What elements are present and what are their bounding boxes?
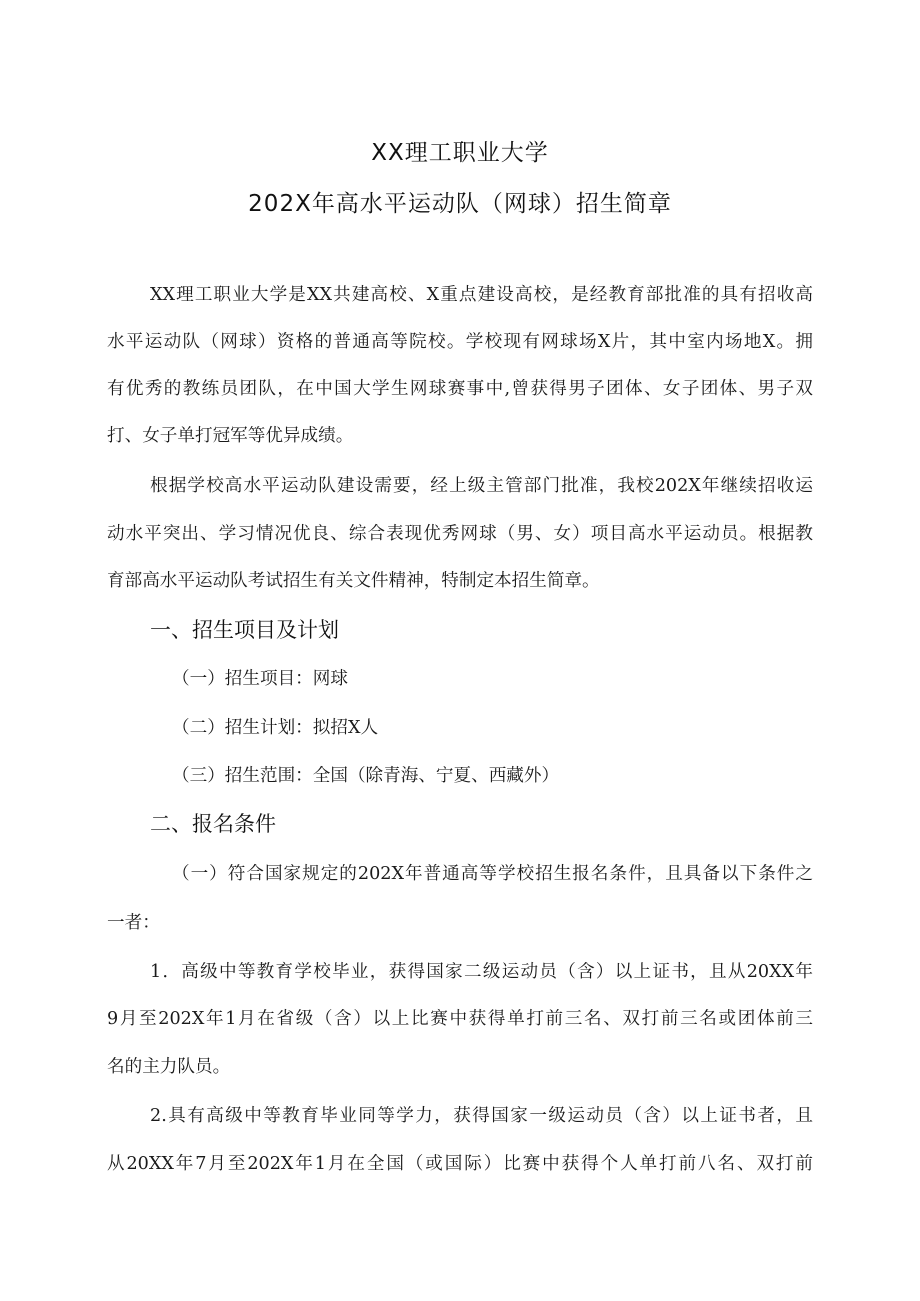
document-title-line-1: XX理工职业大学: [371, 140, 549, 166]
condition-2-line: 从20XX年7月至202X年1月在全国（或国际）比赛中获得个人单打前八名、双打前: [107, 1154, 813, 1174]
intro-line: 有优秀的教练员团队，在中国大学生网球赛事中,曾获得男子团体、女子团体、男子双: [107, 379, 813, 399]
condition-1-line: 名的主力队员。: [107, 1057, 231, 1077]
section-1-item: （三）招生范围：全国（除青海、宁夏、西藏外）: [172, 766, 560, 786]
basis-line: 育部高水平运动队考试招生有关文件精神，特制定本招生简章。: [107, 571, 600, 591]
basis-line: 动水平突出、学习情况优良、综合表现优秀网球（男、女）项目高水平运动员。根据教: [107, 524, 813, 544]
condition-2-line: 2.具有高级中等教育毕业同等学力，获得国家一级运动员（含）以上证书者，且: [150, 1106, 813, 1126]
section-1-heading: 一、招生项目及计划: [150, 618, 339, 642]
section-2-heading: 二、报名条件: [150, 812, 276, 836]
section-1-item: （一）招生项目：网球: [172, 669, 348, 689]
intro-line: 水平运动队（网球）资格的普通高等院校。学校现有网球场X片，其中室内场地X。拥: [107, 332, 813, 352]
section-2-sub-1-line: （一）符合国家规定的202X年普通高等学校招生报名条件，且具备以下条件之: [172, 864, 813, 884]
section-1-item: （二）招生计划：拟招X人: [172, 718, 379, 738]
condition-1-line: 9月至202X年1月在省级（含）以上比赛中获得单打前三名、双打前三名或团体前三: [107, 1009, 813, 1029]
intro-line: XX理工职业大学是XX共建高校、X重点建设高校，是经教育部批准的具有招收高: [150, 285, 813, 305]
document-title-line-2: 202X年高水平运动队（网球）招生简章: [248, 191, 672, 217]
section-2-sub-1-line: 一者：: [107, 913, 160, 933]
condition-1-line: 1．高级中等教育学校毕业，获得国家二级运动员（含）以上证书，且从20XX年: [150, 962, 813, 982]
basis-line: 根据学校高水平运动队建设需要，经上级主管部门批准，我校202X年继续招收运: [150, 476, 813, 496]
intro-line: 打、女子单打冠军等优异成绩。: [107, 426, 354, 446]
